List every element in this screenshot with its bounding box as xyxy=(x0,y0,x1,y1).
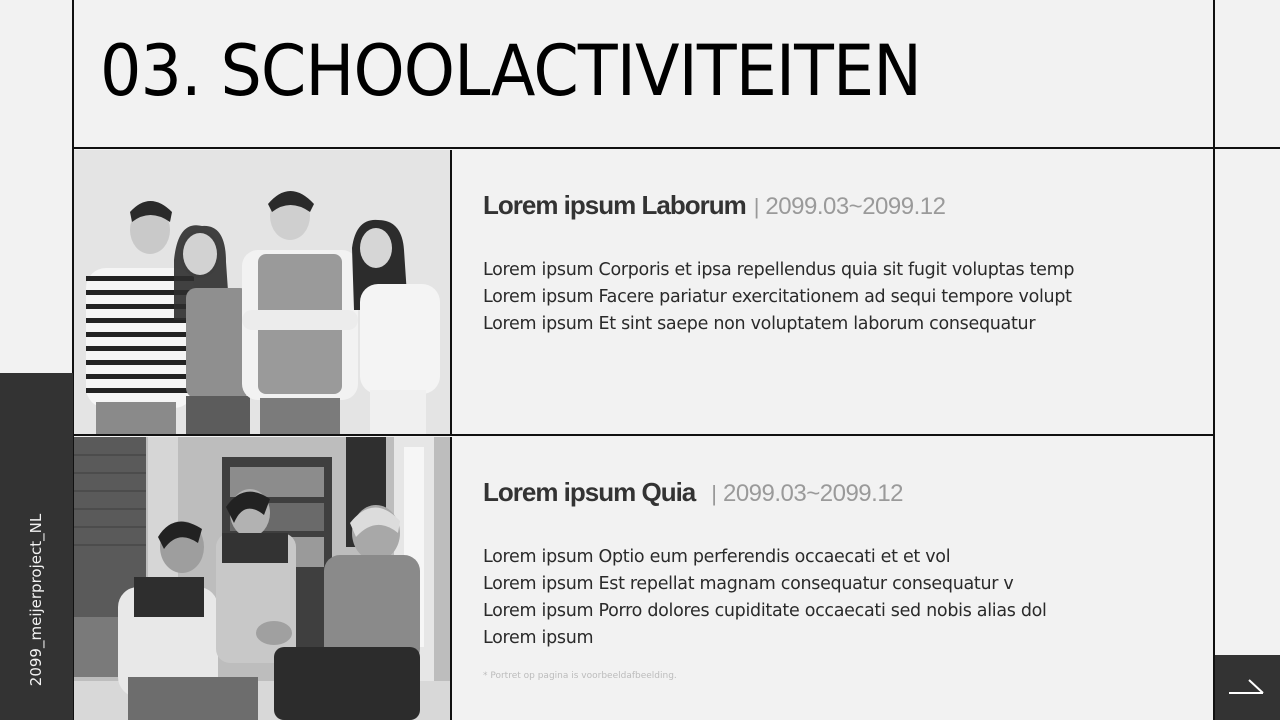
image-footnote: * Portret op pagina is voorbeeldafbeelding. xyxy=(483,671,677,681)
activity-date-1: 2099.03~2099.12 xyxy=(765,193,946,220)
description-line: Lorem ipsum Est repellat magnam consequatur consequatur v xyxy=(483,574,1014,594)
description-line: Lorem ipsum Facere pariatur exercitationem ad sequi tempore volupt xyxy=(483,287,1072,307)
activity-heading-2: Lorem ipsum Quia xyxy=(483,477,696,507)
photo-divider-1 xyxy=(450,150,452,434)
activity-content-1 xyxy=(483,190,1074,338)
activity-heading-line-2 xyxy=(483,477,1047,508)
side-label: 2099_meijerproject_NL xyxy=(27,513,45,687)
activity-photo-1 xyxy=(74,150,450,434)
activity-photo-2 xyxy=(74,437,450,720)
activity-description-1 xyxy=(483,257,1074,338)
activity-description-2 xyxy=(483,544,1047,652)
title-box xyxy=(74,0,1214,148)
description-line: Lorem ipsum Porro dolores cupiditate occaecati sed nobis alias dol xyxy=(483,601,1047,621)
description-line: Lorem ipsum xyxy=(483,628,594,648)
activity-date-2: 2099.03~2099.12 xyxy=(722,480,904,507)
description-line: Lorem ipsum Optio eum perferendis occaecati et et vol xyxy=(483,547,951,567)
description-line: Lorem ipsum Corporis et ipsa repellendus quia sit fugit voluptas temp xyxy=(483,260,1075,280)
activity-row-1 xyxy=(74,150,1214,434)
heading-separator: | xyxy=(753,194,760,219)
photo-divider-2 xyxy=(450,437,452,720)
activity-content-2 xyxy=(483,477,1047,652)
activity-row-2 xyxy=(74,437,1214,720)
description-line: Lorem ipsum Et sint saepe non voluptatem laborum consequatur xyxy=(483,314,1036,334)
activity-heading-line-1 xyxy=(483,190,1074,221)
heading-separator: | xyxy=(711,481,717,506)
volunteer-photo-image xyxy=(74,437,450,720)
arrow-right-icon xyxy=(1227,677,1267,697)
page-title: 03. SCHOOLACTIVITEITEN xyxy=(100,30,921,112)
next-slide-button[interactable] xyxy=(1215,655,1280,720)
row-divider-line xyxy=(72,434,1215,436)
group-photo-image xyxy=(74,150,450,434)
activity-heading-1: Lorem ipsum Laborum xyxy=(483,190,746,220)
